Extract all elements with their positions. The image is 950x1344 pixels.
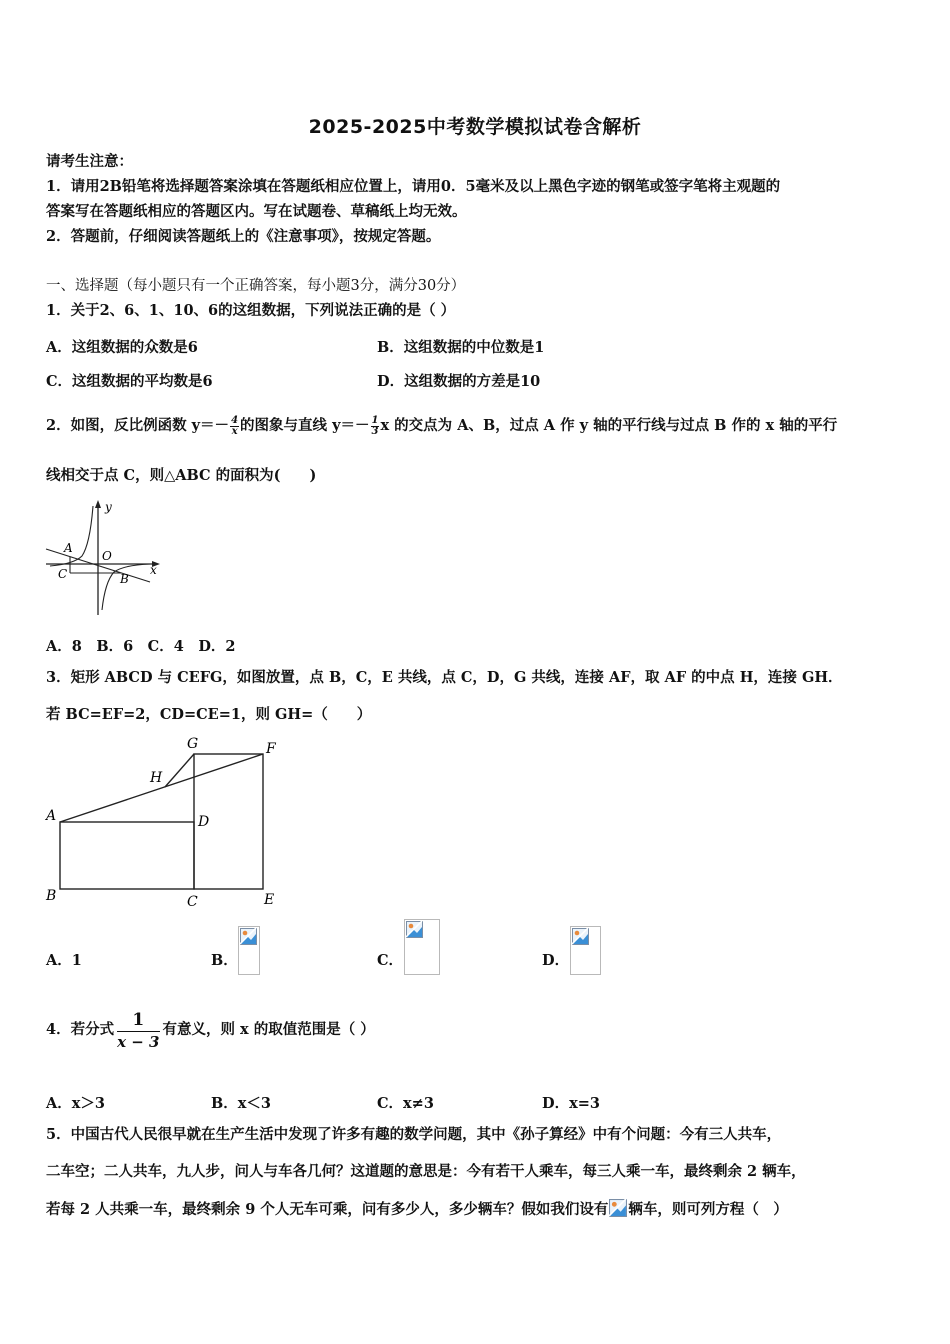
q3-label-a: A [46,808,57,824]
q2-fraction-2 [371,416,380,437]
q3-option-d-broken-image [570,926,601,975]
q2-text-2: 的图象与直线 y＝－ [240,417,370,434]
q2-label-a: A [64,541,73,555]
q2-fraction-1-den: x [231,425,238,437]
notice-line-2: 2．答题前，仔细阅读答题纸上的《注意事项》，按规定答题。 [46,228,441,245]
q3-option-c-broken-image [404,919,440,975]
q2-text-3: x 的交点为 A、B，过点 A 作 y 轴的平行线与过点 B 作的 x 轴的平行 [380,417,838,434]
q4-fraction [117,1009,159,1052]
q2-curve-right [102,564,150,610]
q3-label-g: G [187,736,199,752]
q2-line-2: 线相交于点 C，则△ABC 的面积为( ) [46,467,317,484]
q2-label-c: C [58,567,68,581]
q4-option-c: C．x≠3 [377,1095,434,1112]
q3-label-c: C [187,894,198,910]
q2-fraction-1 [230,416,239,437]
q4-fraction-den: x − 3 [117,1032,160,1051]
q3-figure [42,734,287,910]
q3-label-e: E [264,892,275,908]
notice-line-1b: 答案写在答题纸相应的答题区内。写在试题卷、草稿纸上均无效。 [46,203,467,220]
q4-stem [46,1008,375,1052]
broken-image-icon [240,928,257,945]
q5-line-1: 5．中国古代人民很早就在生产生活中发现了许多有趣的数学问题，其中《孙子算经》中有个问题：今有三人共车， [46,1126,782,1143]
q3-label-b: B [46,888,57,904]
q2-text-1: 2．如图，反比例函数 y＝－ [46,417,230,434]
q2-label-y: y [105,500,112,514]
q1-stem: 1．关于2、6、1、10、6的这组数据，下列说法正确的是（ ） [46,302,456,319]
broken-image-icon [609,1199,627,1217]
q3-option-d: D． [542,952,570,969]
q2-label-x: x [150,563,157,577]
q3-label-f: F [266,741,276,757]
q1-option-d: D．这组数据的方差是10 [377,373,541,390]
q3-option-c: C． [377,952,404,969]
notice-heading: 请考生注意： [46,153,133,170]
q2-label-b: B [120,572,129,586]
q3-option-b-broken-image [238,926,260,975]
q4-option-a: A．x＞3 [46,1095,105,1112]
section-heading: 一、选择题（每小题只有一个正确答案，每小题3分，满分30分） [46,278,466,294]
q2-y-arrow [95,500,101,508]
q1-option-a: A．这组数据的众数是6 [46,339,198,356]
q5-line-2: 二车空；二人共车，九人步，问人与车各几何？这道题的意思是：今有若干人乘车，每三人乘一车，最终剩余 2 辆车， [46,1163,806,1180]
broken-image-icon [572,928,589,945]
q3-option-a: A．1 [46,952,82,969]
q2-figure [44,498,164,618]
page-title: 2025-2025中考数学模拟试卷含解析 [308,116,642,138]
q3-line-2: 若 BC=EF=2，CD=CE=1，则 GH=（ ） [46,706,372,723]
q3-segment-af [60,754,263,822]
q2-fraction-2-num: 1 [371,414,379,426]
q5-text-1: 若每 2 人共乘一车，最终剩余 9 个人无车可乘，问有多少人，多少辆车？假如我们设有 [46,1201,609,1218]
q5-line-3 [46,1199,788,1220]
q2-line-1 [46,412,837,440]
q1-option-b: B．这组数据的中位数是1 [377,339,545,356]
q1-option-c: C．这组数据的平均数是6 [46,373,213,390]
q3-option-b: B． [211,952,238,969]
q2-fraction-2-den: 3 [371,425,379,437]
broken-image-icon [406,921,423,938]
q2-fraction-1-num: 4 [231,414,239,426]
q2-label-o: O [102,549,112,563]
q4-text-2: 有意义，则 x 的取值范围是（ ） [162,1021,375,1038]
q4-text-1: 4．若分式 [46,1021,115,1038]
q4-option-d: D．x=3 [542,1095,600,1112]
notice-line-1: 1．请用2B铅笔将选择题答案涂填在答题纸相应位置上，请用0．5毫米及以上黑色字迹的钢笔或签字笔将主观题的 [46,178,781,195]
q4-fraction-num: 1 [117,1009,159,1032]
q3-label-d: D [198,814,210,830]
q3-label-h: H [150,770,163,786]
q4-option-b: B．x＜3 [211,1095,271,1112]
q3-line-1: 3．矩形 ABCD 与 CEFG，如图放置，点 B，C，E 共线，点 C，D，G 共线，连接 AF，取 AF 的中点 H，连接 GH． [46,669,843,686]
q3-rect-abcd [60,822,194,889]
q5-text-2: 辆车，则可列方程（ ） [628,1201,788,1218]
q2-options: A．8 B．6 C．4 D．2 [46,638,236,655]
